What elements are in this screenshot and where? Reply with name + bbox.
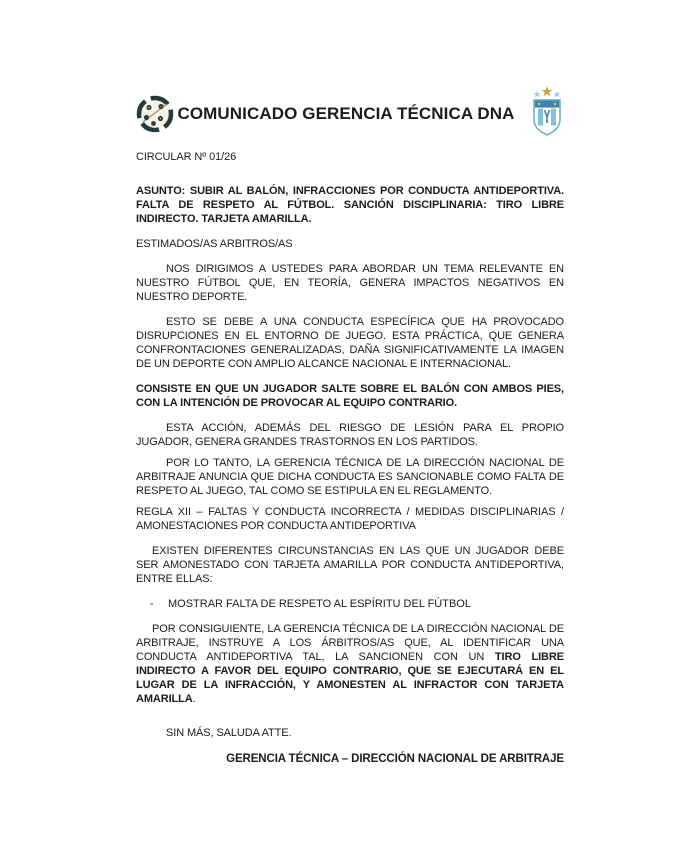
signature-line: GERENCIA TÉCNICA – DIRECCIÓN NACIONAL DE ARBITRAJE (226, 753, 564, 765)
dna-referee-badge-icon (136, 95, 174, 133)
paragraph-intro: NOS DIRIGIMOS A USTEDES PARA ABORDAR UN TEMA RELEVANTE EN NUESTRO FÚTBOL QUE, EN TEORÍA, GENERA IMPACTOS NEGATIVOS EN NUESTRO DEPORTE. (136, 263, 564, 303)
instruction-period: . (192, 693, 196, 705)
closing-line: SIN MÁS, SALUDA ATTE. (166, 727, 292, 739)
paragraph-instruction (136, 622, 564, 706)
document-content (136, 88, 564, 765)
paragraph-circumstances: EXISTEN DIFERENTES CIRCUNSTANCIAS EN LAS QUE UN JUGADOR DEBE SER AMONESTADO CON TARJETA AMARILLA POR CONDUCTA ANTIDEPORTIVA, ENTRE ELLAS: (136, 545, 564, 585)
instruction-normal-text: POR CONSIGUIENTE, LA GERENCIA TÉCNICA DE LA DIRECCIÓN NACIONAL DE ARBITRAJE, INSTRUYE A LOS ÁRBITROS/AS QUE, AL IDENTIFICAR UNA CONDUCTA ANTIDEPORTIVA TAL, LA SANCIONEN CON UN (136, 623, 564, 663)
document-header (136, 88, 564, 140)
page-title: COMUNICADO GERENCIA TÉCNICA DNA (177, 104, 515, 123)
bullet-marker: - (150, 598, 154, 610)
salutation: ESTIMADOS/AS ARBITROS/AS (136, 238, 293, 250)
bullet-item (150, 597, 564, 611)
paragraph-risk: ESTA ACCIÓN, ADEMÁS DEL RIESGO DE LESIÓN PARA EL PROPIO JUGADOR, GENERA GRANDES TRASTORNOS EN LOS PARTIDOS. (136, 422, 564, 448)
rule-reference: REGLA XII – FALTAS Y CONDUCTA INCORRECTA / MEDIDAS DISCIPLINARIAS / AMONESTACIONES POR CONDUCTA ANTIDEPORTIVA (136, 506, 564, 532)
circular-number: CIRCULAR Nº 01/26 (136, 151, 237, 163)
afa-crest-icon (530, 84, 564, 140)
paragraph-conduct: ESTO SE DEBE A UNA CONDUCTA ESPECÍFICA QUE HA PROVOCADO DISRUPCIONES EN EL ENTORNO DE JUEGO. ESTA PRÁCTICA, QUE GENERA CONFRONTACIONES GENERALIZADAS, DAÑA SIGNIFICATIVAMENTE LA IMAGEN DE UN DEPORTE CON AMPLIO ALCANCE NACIONAL E INTERNACIONAL. (136, 316, 564, 370)
paragraph-sanction: POR LO TANTO, LA GERENCIA TÉCNICA DE LA DIRECCIÓN NACIONAL DE ARBITRAJE ANUNCIA QUE DICHA CONDUCTA ES SANCIONABLE COMO FALTA DE RESPETO AL JUEGO, TAL COMO SE ESTIPULA EN EL REGLAMENTO. (136, 457, 564, 497)
instruction-bold-text: TIRO LIBRE INDIRECTO A FAVOR DEL EQUIPO CONTRARIO, QUE SE EJECUTARÁ EN EL LUGAR DE LA INFRACCIÓN, Y AMONESTEN AL INFRACTOR CON TARJETA AMARILLA (136, 651, 564, 705)
bullet-text: MOSTRAR FALTA DE RESPETO AL ESPÍRITU DEL FÚTBOL (168, 598, 471, 610)
subject-paragraph: ASUNTO: SUBIR AL BALÓN, INFRACCIONES POR CONDUCTA ANTIDEPORTIVA. FALTA DE RESPETO AL FÚTBOL. SANCIÓN DISCIPLINARIA: TIRO LIBRE INDIRECTO. TARJETA AMARILLA. (136, 185, 564, 225)
statement-bold: CONSISTE EN QUE UN JUGADOR SALTE SOBRE EL BALÓN CON AMBOS PIES, CON LA INTENCIÓN DE PROVOCAR AL EQUIPO CONTRARIO. (136, 383, 564, 409)
